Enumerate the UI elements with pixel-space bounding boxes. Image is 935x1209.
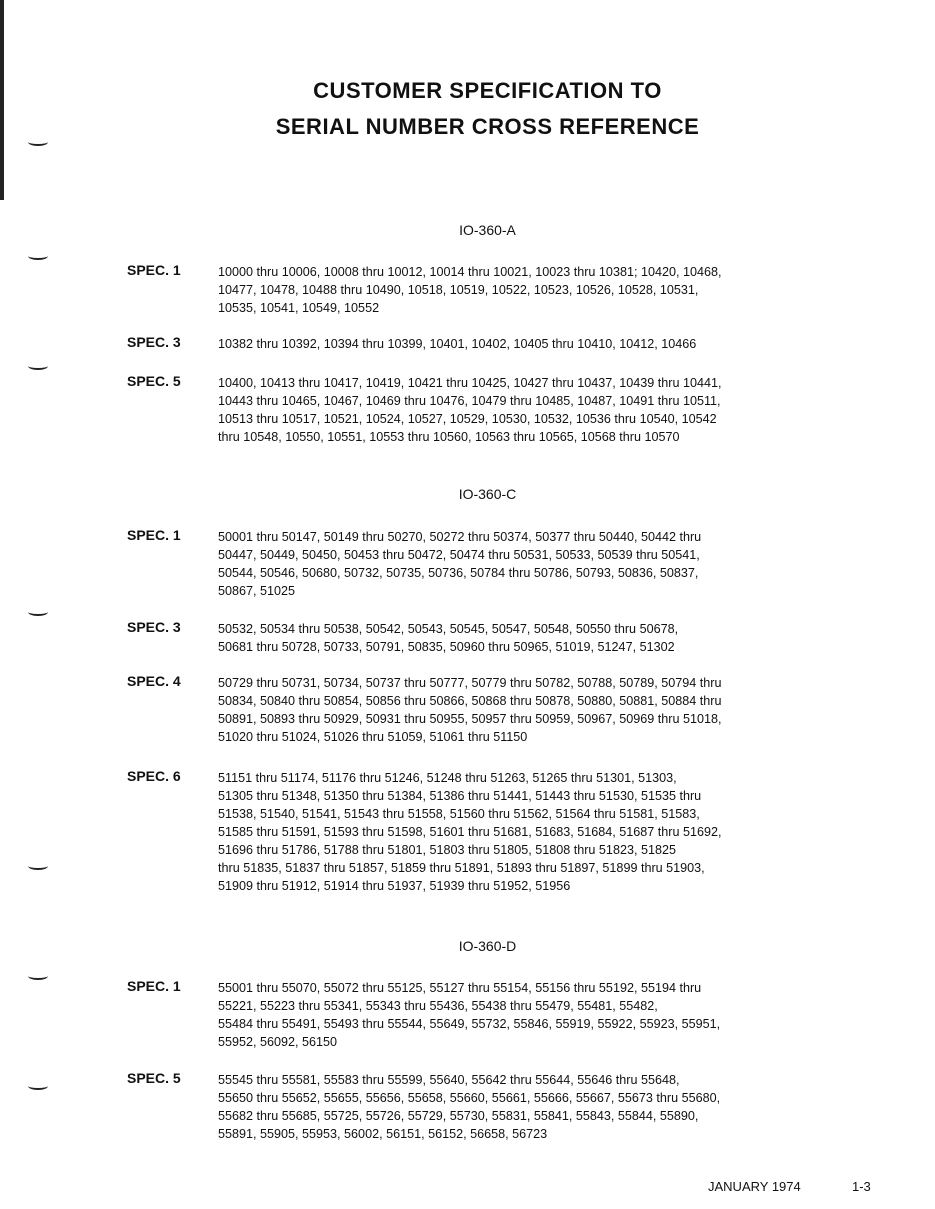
serial-number-line: 50729 thru 50731, 50734, 50737 thru 50777, 50779 thru 50782, 50788, 50789, 50794 thru	[218, 676, 722, 690]
serial-number-list	[218, 769, 722, 895]
serial-number-line: 51696 thru 51786, 51788 thru 51801, 51803 thru 51805, 51808 thru 51823, 51825	[218, 843, 676, 857]
serial-number-line: thru 51835, 51837 thru 51857, 51859 thru 51891, 51893 thru 51897, 51899 thru 51903,	[218, 861, 705, 875]
spec-label: SPEC. 1	[127, 978, 181, 994]
serial-number-line: 55952, 56092, 56150	[218, 1035, 338, 1049]
serial-number-line: 55545 thru 55581, 55583 thru 55599, 55640, 55642 thru 55644, 55646 thru 55648,	[218, 1073, 680, 1087]
serial-number-line: 50891, 50893 thru 50929, 50931 thru 50955, 50957 thru 50959, 50967, 50969 thru 51018,	[218, 712, 722, 726]
serial-number-line: 50834, 50840 thru 50854, 50856 thru 50866, 50868 thru 50878, 50880, 50881, 50884 thru	[218, 694, 722, 708]
serial-number-line: 10382 thru 10392, 10394 thru 10399, 10401, 10402, 10405 thru 10410, 10412, 10466	[218, 337, 697, 351]
binder-hole-mark	[28, 252, 48, 260]
page-title-line-2: SERIAL NUMBER CROSS REFERENCE	[275, 114, 700, 139]
serial-number-line: 51151 thru 51174, 51176 thru 51246, 51248 thru 51263, 51265 thru 51301, 51303,	[218, 771, 677, 785]
serial-number-line: 55001 thru 55070, 55072 thru 55125, 55127 thru 55154, 55156 thru 55192, 55194 thru	[218, 981, 702, 995]
serial-number-line: 10535, 10541, 10549, 10552	[218, 301, 380, 315]
binder-hole-mark	[28, 1082, 48, 1090]
page-title-line-1: CUSTOMER SPECIFICATION TO	[313, 78, 662, 103]
spec-label: SPEC. 3	[127, 619, 181, 635]
spec-label: SPEC. 1	[127, 262, 181, 278]
serial-number-list	[218, 620, 678, 656]
footer-date: JANUARY 1974	[708, 1179, 801, 1194]
binder-hole-mark	[28, 362, 48, 370]
serial-number-line: 10400, 10413 thru 10417, 10419, 10421 thru 10425, 10427 thru 10437, 10439 thru 10441,	[218, 376, 722, 390]
serial-number-line: 55682 thru 55685, 55725, 55726, 55729, 55730, 55831, 55841, 55843, 55844, 55890,	[218, 1109, 699, 1123]
serial-number-line: 51020 thru 51024, 51026 thru 51059, 51061 thru 51150	[218, 730, 528, 744]
serial-number-line: 51909 thru 51912, 51914 thru 51937, 51939 thru 51952, 51956	[218, 879, 571, 893]
serial-number-list	[218, 335, 696, 353]
serial-number-line: 10477, 10478, 10488 thru 10490, 10518, 10519, 10522, 10523, 10526, 10528, 10531,	[218, 283, 699, 297]
spec-label: SPEC. 1	[127, 527, 181, 543]
serial-number-line: thru 10548, 10550, 10551, 10553 thru 10560, 10563 thru 10565, 10568 thru 10570	[218, 430, 680, 444]
spec-label: SPEC. 3	[127, 334, 181, 350]
serial-number-line: 50544, 50546, 50680, 50732, 50735, 50736, 50784 thru 50786, 50793, 50836, 50837,	[218, 566, 699, 580]
serial-number-line: 10513 thru 10517, 10521, 10524, 10527, 10529, 10530, 10532, 10536 thru 10540, 10542	[218, 412, 717, 426]
serial-number-line: 51538, 51540, 51541, 51543 thru 51558, 51560 thru 51562, 51564 thru 51581, 51583,	[218, 807, 700, 821]
serial-number-list	[218, 263, 722, 317]
serial-number-line: 50001 thru 50147, 50149 thru 50270, 50272 thru 50374, 50377 thru 50440, 50442 thru	[218, 530, 702, 544]
serial-number-line: 50532, 50534 thru 50538, 50542, 50543, 50545, 50547, 50548, 50550 thru 50678,	[218, 622, 679, 636]
model-heading: IO-360-C	[458, 486, 517, 502]
serial-number-line: 51305 thru 51348, 51350 thru 51384, 51386 thru 51441, 51443 thru 51530, 51535 thru	[218, 789, 702, 803]
serial-number-line: 10443 thru 10465, 10467, 10469 thru 10476, 10479 thru 10485, 10487, 10491 thru 10511,	[218, 394, 721, 408]
serial-number-line: 50867, 51025	[218, 584, 296, 598]
serial-number-list	[218, 528, 701, 600]
serial-number-list	[218, 1071, 720, 1143]
serial-number-list	[218, 374, 722, 446]
spec-label: SPEC. 5	[127, 1070, 181, 1086]
serial-number-line: 50681 thru 50728, 50733, 50791, 50835, 50960 thru 50965, 51019, 51247, 51302	[218, 640, 675, 654]
serial-number-line: 51585 thru 51591, 51593 thru 51598, 51601 thru 51681, 51683, 51684, 51687 thru 51692,	[218, 825, 722, 839]
binder-hole-mark	[28, 972, 48, 980]
serial-number-line: 55484 thru 55491, 55493 thru 55544, 55649, 55732, 55846, 55919, 55922, 55923, 55951,	[218, 1017, 721, 1031]
model-heading: IO-360-A	[459, 222, 516, 238]
model-heading: IO-360-D	[458, 938, 517, 954]
spec-label: SPEC. 5	[127, 373, 181, 389]
spec-label: SPEC. 4	[127, 673, 181, 689]
serial-number-line: 50447, 50449, 50450, 50453 thru 50472, 50474 thru 50531, 50533, 50539 thru 50541,	[218, 548, 700, 562]
serial-number-list	[218, 674, 722, 746]
serial-number-line: 55891, 55905, 55953, 56002, 56151, 56152, 56658, 56723	[218, 1127, 548, 1141]
serial-number-list	[218, 979, 720, 1051]
serial-number-line: 55221, 55223 thru 55341, 55343 thru 55436, 55438 thru 55479, 55481, 55482,	[218, 999, 658, 1013]
page-number: 1-3	[852, 1179, 871, 1194]
serial-number-line: 55650 thru 55652, 55655, 55656, 55658, 55660, 55661, 55666, 55667, 55673 thru 55680,	[218, 1091, 721, 1105]
binder-hole-mark	[28, 862, 48, 870]
binder-hole-mark	[28, 608, 48, 616]
serial-number-line: 10000 thru 10006, 10008 thru 10012, 10014 thru 10021, 10023 thru 10381; 10420, 10468,	[218, 265, 722, 279]
spec-label: SPEC. 6	[127, 768, 181, 784]
